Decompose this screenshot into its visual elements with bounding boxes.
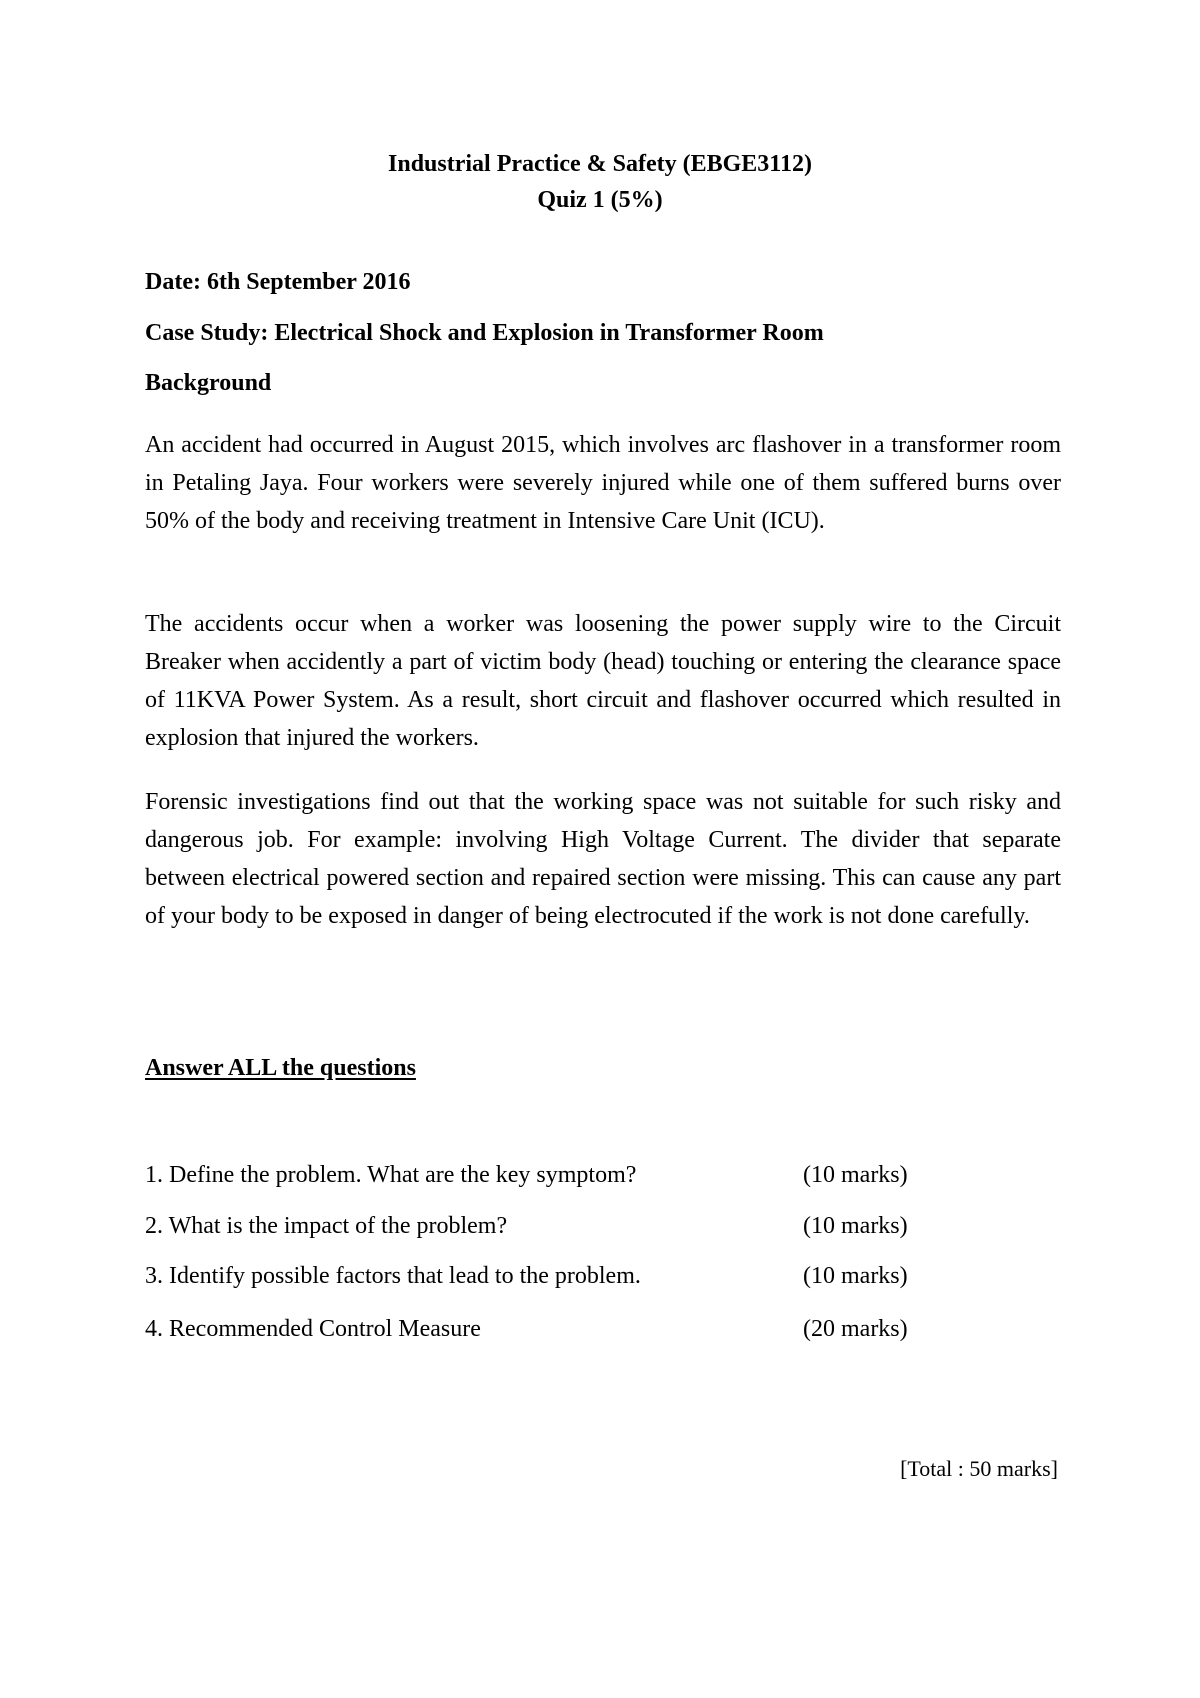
answer-all-heading: Answer ALL the questions <box>145 1055 416 1081</box>
quiz-title: Quiz 1 (5%) <box>537 187 663 213</box>
question-text: 4. Recommended Control Measure <box>145 1316 481 1342</box>
question-row <box>145 1159 945 1191</box>
question-row <box>145 1313 945 1345</box>
question-marks: (20 marks) <box>803 1316 908 1342</box>
question-marks: (10 marks) <box>803 1263 908 1289</box>
question-marks: (10 marks) <box>803 1162 908 1188</box>
background-paragraph-3: Forensic investigations find out that the working space was not suitable for such risky and dangerous job. For example: involving High Voltage Current. The divider that separate between electrical powered section and repaired section were missing. This can cause any part of your body to be exposed in danger of being electrocuted if the work is not done carefully. <box>145 789 1061 929</box>
case-study-title: Case Study: Electrical Shock and Explosion in Transformer Room <box>145 320 824 346</box>
background-heading: Background <box>145 370 272 396</box>
question-text: 3. Identify possible factors that lead to the problem. <box>145 1263 641 1289</box>
course-title: Industrial Practice & Safety (EBGE3112) <box>388 151 812 177</box>
question-text: 1. Define the problem. What are the key symptom? <box>145 1162 637 1188</box>
question-marks: (10 marks) <box>803 1213 908 1239</box>
date-line: Date: 6th September 2016 <box>145 269 411 295</box>
question-text: 2. What is the impact of the problem? <box>145 1213 508 1239</box>
question-row <box>145 1260 945 1292</box>
question-row <box>145 1210 945 1242</box>
background-paragraph-2: The accidents occur when a worker was loosening the power supply wire to the Circuit Breaker when accidently a part of victim body (head) touching or entering the clearance space of 11KVA Power System. As a result, short circuit and flashover occurred which resulted in explosion that injured the workers. <box>145 611 1061 751</box>
background-paragraph-1: An accident had occurred in August 2015, which involves arc flashover in a transformer room in Petaling Jaya. Four workers were severely injured while one of them suffered burns over 50% of the body and receiving treatment in Intensive Care Unit (ICU). <box>145 432 1061 534</box>
total-marks: [Total : 50 marks] <box>900 1456 1058 1481</box>
